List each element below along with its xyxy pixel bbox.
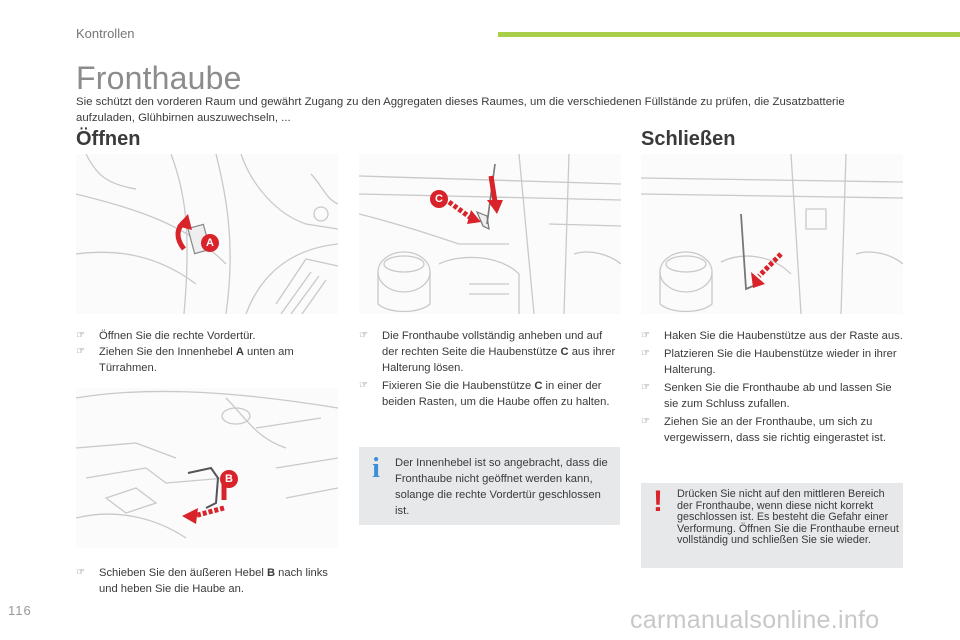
pointing-hand-icon: ☞ [641, 416, 650, 427]
pointing-hand-icon: ☞ [76, 346, 85, 357]
heading-open: Öffnen [76, 128, 141, 150]
callout-c: C [430, 190, 448, 208]
list-item: ☞ Öffnen Sie die rechte Vordertür. [76, 330, 256, 342]
heading-close: Schließen [641, 128, 736, 150]
steps-open-a [76, 328, 326, 376]
figure-lever-a [76, 154, 338, 314]
pointing-hand-icon: ☞ [641, 330, 650, 341]
watermark: carmanualsonline.info [630, 606, 880, 634]
info-icon: i [372, 453, 380, 484]
list-item: ☞ Ziehen Sie an der Fronthaube, um sich zu vergewissern, dass sie richtig eingerastet ist. [641, 416, 886, 444]
callout-a: A [201, 234, 219, 252]
list-item: ☞ Die Fronthaube vollständig anheben und auf der rechten Seite die Haubenstütze C aus ihrer Halterung lösen. [359, 330, 616, 374]
pointing-hand-icon: ☞ [641, 382, 650, 393]
accent-bar [498, 32, 960, 37]
warning-note [641, 483, 903, 568]
callout-b: B [220, 470, 238, 488]
pointing-hand-icon: ☞ [359, 380, 368, 391]
page-number: 116 [8, 603, 32, 618]
steps-open-c [359, 328, 621, 410]
list-item: ☞ Platzieren Sie die Haubenstütze wieder in ihrer Halterung. [641, 348, 897, 376]
pointing-hand-icon: ☞ [359, 330, 368, 341]
section-label: Kontrollen [76, 26, 135, 41]
list-item: ☞ Senken Sie die Fronthaube ab und lassen Sie sie zum Schluss zufallen. [641, 382, 892, 410]
page-title: Fronthaube [76, 60, 242, 96]
list-item: ☞ Ziehen Sie den Innenhebel A unten am Türrahmen. [76, 346, 294, 374]
info-text: Der Innenhebel ist so angebracht, dass die Fronthaube nicht geöffnet werden kann, solange die rechte Vordertür geschlossen ist. [395, 457, 608, 517]
exclamation-icon: ! [653, 485, 663, 518]
info-note [359, 447, 620, 525]
figure-prop-rod-c [359, 154, 621, 314]
figure-close-rod [641, 154, 903, 314]
warning-text: Drücken Sie nicht auf den mittleren Bereich der Fronthaube, wenn diese nicht korrekt geschlossen ist. Es besteht die Gefahr einer Verformung. Öffnen Sie die Fronthaube erneut vollständig und schließen Sie sie wieder. [677, 488, 899, 547]
pointing-hand-icon: ☞ [76, 567, 85, 578]
list-item: ☞ Haken Sie die Haubenstütze aus der Raste aus. [641, 330, 903, 342]
figure-lever-b [76, 388, 338, 548]
steps-close [641, 328, 906, 446]
list-item: ☞ Schieben Sie den äußeren Hebel B nach links und heben Sie die Haube an. [76, 567, 328, 595]
pointing-hand-icon: ☞ [641, 348, 650, 359]
intro-text: Sie schützt den vorderen Raum und gewährt Zugang zu den Aggregaten dieses Raumes, um die verschiedenen Füllstände zu prüfen, die Zusatzbatterie aufzuladen, Glühbirnen auszuwechseln, ... [76, 96, 845, 124]
list-item: ☞ Fixieren Sie die Haubenstütze C in einer der beiden Rasten, um die Haube offen zu halten. [359, 380, 610, 408]
pointing-hand-icon: ☞ [76, 330, 85, 341]
steps-open-b [76, 565, 331, 597]
